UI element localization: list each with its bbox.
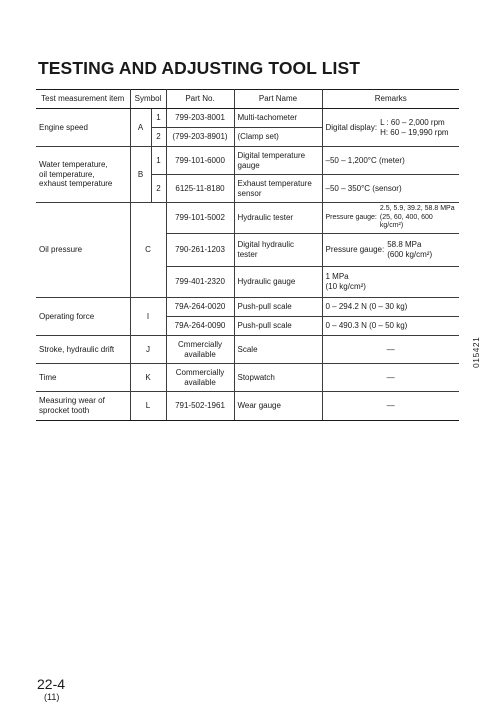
symbol-cell: J — [130, 336, 166, 364]
sub-number: 2 — [151, 128, 166, 147]
part-name-cell — [234, 234, 322, 267]
item-line: Measuring wear of — [39, 396, 105, 406]
remark-line: 2.5, 5.9, 39.2, 58.8 MPa — [379, 205, 455, 213]
remark-label: Pressure gauge: — [325, 213, 377, 221]
header-part-name: Part Name — [234, 90, 322, 109]
part-name-line: Digital temperature — [237, 150, 306, 160]
remarks-cell: 0 – 490.3 N (0 – 50 kg) — [322, 317, 459, 336]
remark-label: Pressure gauge: — [325, 245, 385, 255]
remarks-cell: — — [322, 336, 459, 364]
symbol-cell: I — [130, 298, 166, 336]
part-no-line: Cmmercially — [178, 339, 222, 349]
part-no-cell: 799-101-5002 — [166, 203, 234, 234]
symbol-cell: K — [130, 364, 166, 392]
symbol-cell: A — [130, 109, 151, 147]
part-name-line: Digital hydraulic — [237, 240, 294, 250]
item-cell: Time — [36, 364, 130, 392]
part-name-cell: Push-pull scale — [234, 298, 322, 317]
remark-line: L : 60 – 2,000 rpm — [380, 117, 445, 127]
header-symbol: Symbol — [130, 90, 166, 109]
symbol-cell: B — [130, 147, 151, 203]
remark-label: Digital display: — [325, 122, 378, 132]
sub-number: 1 — [151, 109, 166, 128]
part-no-line: available — [184, 349, 216, 359]
part-name-cell: Hydraulic tester — [234, 203, 322, 234]
item-cell: Oil pressure — [36, 203, 130, 298]
item-cell: Engine speed — [36, 109, 130, 147]
part-no-cell: 799-101-6000 — [166, 147, 234, 175]
remark-line: 58.8 MPa — [387, 240, 422, 250]
part-name-cell: Wear gauge — [234, 392, 322, 421]
part-name-cell — [234, 175, 322, 203]
part-name-cell: Multi-tachometer — [234, 109, 322, 128]
remarks-cell: — — [322, 392, 459, 421]
part-name-cell — [234, 147, 322, 175]
part-name-line: gauge — [237, 160, 260, 170]
part-no-cell: 799-203-8001 — [166, 109, 234, 128]
page-number: 22-4 — [37, 676, 66, 692]
table-row — [36, 109, 459, 128]
table-row — [36, 147, 459, 175]
remarks-cell: — — [322, 364, 459, 392]
part-no-cell: (799-203-8901) — [166, 128, 234, 147]
part-name-cell: Hydraulic gauge — [234, 267, 322, 298]
item-line: sprocket tooth — [39, 406, 90, 415]
symbol-cell: C — [130, 203, 166, 298]
part-name-cell: Push-pull scale — [234, 317, 322, 336]
remarks-cell: –50 – 350°C (sensor) — [322, 175, 459, 203]
table-row — [36, 298, 459, 317]
table-row — [36, 203, 459, 234]
remarks-cell: 0 – 294.2 N (0 – 30 kg) — [322, 298, 459, 317]
item-cell — [36, 392, 130, 421]
remark-line: (10 kg/cm²) — [325, 282, 366, 291]
sub-number: 1 — [151, 147, 166, 175]
part-no-cell: 79A-264-0020 — [166, 298, 234, 317]
part-no-cell — [166, 336, 234, 364]
remarks-cell — [322, 267, 459, 298]
remark-line: 1 MPa — [325, 272, 349, 282]
item-cell — [36, 147, 130, 203]
remarks-cell — [322, 234, 459, 267]
item-line: exhaust temperature — [39, 179, 113, 189]
item-line: Water temperature, — [39, 159, 108, 169]
table-row — [36, 364, 459, 392]
item-line: oil temperature, — [39, 169, 95, 179]
page-revision: (11) — [44, 692, 60, 702]
part-name-cell: Stopwatch — [234, 364, 322, 392]
part-no-cell — [166, 364, 234, 392]
part-name-line: Exhaust temperature — [237, 178, 312, 188]
part-no-cell: 799-401-2320 — [166, 267, 234, 298]
remarks-cell — [322, 109, 459, 147]
header-part-no: Part No. — [166, 90, 234, 109]
part-name-line: tester — [237, 250, 258, 259]
header-item: Test measurement item — [36, 90, 130, 109]
side-reference-code: 015421 — [471, 336, 481, 368]
table-row — [36, 336, 459, 364]
part-no-cell: 6125-11-8180 — [166, 175, 234, 203]
table-header-row — [36, 90, 459, 109]
item-cell: Stroke, hydraulic drift — [36, 336, 130, 364]
part-no-cell: 790-261-1203 — [166, 234, 234, 267]
remark-line: (25, 60, 400, 600 kg/cm²) — [379, 213, 433, 230]
sub-number: 2 — [151, 175, 166, 203]
remark-line: (600 kg/cm²) — [387, 250, 433, 259]
part-no-cell: 791-502-1961 — [166, 392, 234, 421]
table-row — [36, 392, 459, 421]
part-name-cell: (Clamp set) — [234, 128, 322, 147]
page-title: TESTING AND ADJUSTING TOOL LIST — [38, 58, 361, 78]
part-no-line: Commercially — [175, 367, 225, 377]
part-no-line: available — [184, 377, 216, 387]
part-no-cell: 79A-264-0090 — [166, 317, 234, 336]
tool-list-table — [36, 89, 459, 421]
remarks-cell — [322, 203, 459, 234]
remark-line: H: 60 – 19,990 rpm — [380, 127, 449, 137]
symbol-cell: L — [130, 392, 166, 421]
part-name-cell: Scale — [234, 336, 322, 364]
remarks-cell: –50 – 1,200°C (meter) — [322, 147, 459, 175]
part-name-line: sensor — [237, 188, 262, 198]
item-cell: Operating force — [36, 298, 130, 336]
header-remarks: Remarks — [322, 90, 459, 109]
